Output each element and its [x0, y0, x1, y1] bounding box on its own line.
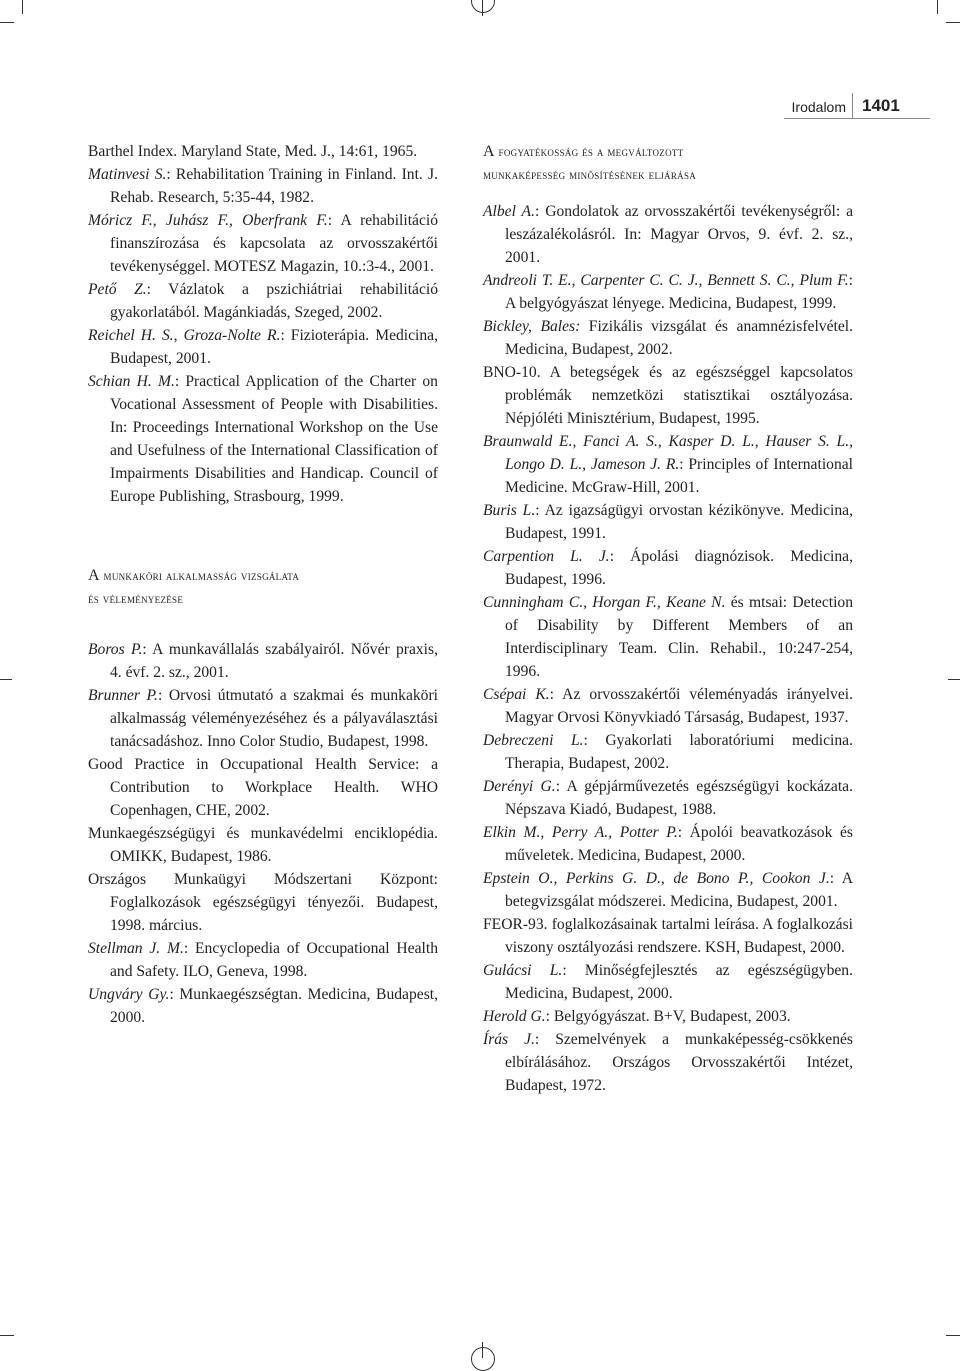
reference-entry: [483, 959, 853, 1005]
reference-entry: [483, 683, 853, 729]
reference-authors: Bickley, Bales:: [483, 318, 581, 335]
reference-text: : Gyakorlati laboratóriumi medicina. Therapia, Budapest, 2002.: [505, 732, 853, 772]
reference-text: : Fizioterápia. Medicina, Budapest, 2001.: [110, 327, 438, 367]
reference-text: : Munkaegészségtan. Medicina, Budapest, 2000.: [110, 986, 438, 1026]
reference-authors: Brunner P.: [88, 687, 158, 704]
reference-authors: Ungváry Gy.: [88, 986, 170, 1003]
reference-text: : Az igazságügyi orvostan kézikönyve. Medicina, Budapest, 1991.: [505, 502, 853, 542]
header-rule: [784, 118, 930, 119]
reference-entry: [483, 821, 853, 867]
reference-authors: Móricz F., Juhász F., Oberfrank F.: [88, 212, 328, 229]
reference-authors: Andreoli T. E., Carpenter C. C. J., Bennett S. C., Plum F.: [483, 272, 849, 289]
crop-mark-top-right-vertical: [937, 0, 938, 14]
reference-text: : Rehabilitation Training in Finland. Int. J. Rehab. Research, 5:35-44, 1982.: [110, 166, 438, 206]
reference-entry: [88, 140, 438, 163]
reference-entry: [483, 430, 853, 499]
reference-text: : Orvosi útmutató a szakmai és munkaköri alkalmasság véleményezéséhez és a pályaválasztási tanácsadáshoz. Inno Color Studio, Budapest, 1998.: [110, 687, 438, 750]
reference-text: : A belgyógyászat lényege. Medicina, Budapest, 1999.: [505, 272, 853, 312]
registration-mark-bottom: [471, 1347, 495, 1371]
left-column: [88, 140, 438, 1029]
reference-text: Fizikális vizsgálat és anamnézisfelvétel. Medicina, Budapest, 2002.: [505, 318, 853, 358]
section-label: Irodalom: [791, 99, 846, 115]
reference-entry: [483, 315, 853, 361]
crop-mark-bottom-left: [0, 1335, 14, 1336]
running-header: [784, 93, 930, 119]
reference-text: FEOR-93. foglalkozásainak tartalmi leírása. A foglalkozási viszony osztályozási rendszere. KSH, Budapest, 2000.: [483, 916, 853, 956]
reference-text: : Vázlatok a pszichiátriai rehabilitáció gyakorlatából. Magánkiadás, Szeged, 2002.: [110, 281, 438, 321]
reference-entry: [88, 638, 438, 684]
reference-text: BNO-10. A betegségek és az egészséggel kapcsolatos problémák nemzetközi statisztikai osztályozása. Népjóléti Minisztérium, Budapest, 1995.: [483, 364, 853, 427]
reference-authors: Csépai K.: [483, 686, 550, 703]
reference-entry: [483, 361, 853, 430]
reference-authors: Buris L.: [483, 502, 536, 519]
crop-mark-top-left: [0, 22, 14, 23]
reference-entry: [483, 499, 853, 545]
reference-text: : A munkavállalás szabályairól. Nővér praxis, 4. évf. 2. sz., 2001.: [110, 641, 438, 681]
reference-authors: Matinvesi S.: [88, 166, 167, 183]
crop-mark-bottom-right: [946, 1335, 960, 1336]
reference-list: [483, 200, 853, 1097]
reference-authors: Schian H. M.: [88, 373, 175, 390]
reference-entry: [88, 868, 438, 937]
reference-text: : Ápolói beavatkozások és műveletek. Medicina, Budapest, 2000.: [505, 824, 853, 864]
crop-mark-mid-right: [948, 679, 960, 680]
reference-text: : Gondolatok az orvosszakértői tevékenységről: a leszázalékolásról. In: Magyar Orvos, 9. évf. 2. sz., 2001.: [505, 203, 853, 266]
reference-entry: [88, 370, 438, 508]
reference-text: : Az orvosszakértői véleményadás irányelvei. Magyar Orvosi Könyvkiadó Társaság, Budapest, 1937.: [505, 686, 853, 726]
reference-text: : Ápolási diagnózisok. Medicina, Budapest, 1996.: [505, 548, 853, 588]
reference-authors: Írás J.: [483, 1031, 535, 1048]
reference-entry: [88, 278, 438, 324]
reference-entry: [483, 775, 853, 821]
reference-entry: [88, 684, 438, 753]
reference-authors: Gulácsi L.: [483, 962, 563, 979]
reference-text: : Practical Application of the Charter on Vocational Assessment of People with Disabilities. In: Proceedings International Workshop on the Use and Usefulness of the International Classification of Impairments Disabilities and Handicap. Council of Europe Publishing, Strasbourg, 1999.: [110, 373, 438, 505]
right-column: [483, 140, 853, 1097]
reference-authors: Herold G.: [483, 1008, 546, 1025]
reference-entry: [483, 200, 853, 269]
reference-text: Barthel Index. Maryland State, Med. J., 14:61, 1965.: [88, 143, 418, 160]
reference-authors: Pető Z.: [88, 281, 147, 298]
reference-authors: Boros P.: [88, 641, 143, 658]
reference-text: Munkaegészségügyi és munkavédelmi enciklopédia. OMIKK, Budapest, 1986.: [88, 825, 438, 865]
section-heading: A fogyatékosság és a megváltozott munkaképesség minősítésének eljárása: [483, 143, 697, 182]
reference-authors: Epstein O., Perkins G. D., de Bono P., Cookon J.: [483, 870, 830, 887]
reference-authors: Debreczeni L.: [483, 732, 584, 749]
reference-text: : A betegvizsgálat módszerei. Medicina, Budapest, 2001.: [505, 870, 853, 910]
reference-entry: [88, 163, 438, 209]
registration-mark-top: [471, 0, 495, 13]
reference-entry: [483, 729, 853, 775]
reference-entry: [483, 545, 853, 591]
reference-authors: Elkin M., Perry A., Potter P.: [483, 824, 678, 841]
reference-entry: [88, 209, 438, 278]
reference-authors: Derényi G.: [483, 778, 556, 795]
reference-text: : Encyclopedia of Occupational Health and Safety. ILO, Geneva, 1998.: [110, 940, 438, 980]
reference-authors: Cunningham C., Horgan F., Keane N.: [483, 594, 726, 611]
reference-entry: [483, 913, 853, 959]
reference-entry: [88, 324, 438, 370]
crop-mark-mid-left: [0, 679, 12, 680]
reference-entry: [88, 983, 438, 1029]
crop-mark-top-right: [946, 22, 960, 23]
reference-text: Országos Munkaügyi Módszertani Központ: Foglalkozások egészségügyi tényezői. Budapest, 1998. március.: [88, 871, 438, 934]
crop-mark-top-left-vertical: [22, 0, 23, 14]
header-divider: [852, 93, 853, 119]
reference-entry: [483, 1005, 853, 1028]
reference-text: : Minőségfejlesztés az egészségügyben. Medicina, Budapest, 2000.: [505, 962, 853, 1002]
reference-text: Good Practice in Occupational Health Service: a Contribution to Workplace Health. WHO Copenhagen, CHE, 2002.: [88, 756, 438, 819]
reference-entry: [88, 822, 438, 868]
reference-entry: [483, 269, 853, 315]
reference-text: : Principles of International Medicine. McGraw-Hill, 2001.: [505, 456, 853, 496]
reference-authors: Albel A.: [483, 203, 535, 220]
reference-entry: [88, 937, 438, 983]
reference-list: [88, 140, 438, 508]
reference-list: [88, 638, 438, 1029]
reference-text: : A gépjárművezetés egészségügyi kockázata. Népszava Kiadó, Budapest, 1988.: [505, 778, 853, 818]
reference-entry: [88, 753, 438, 822]
reference-text: : Szemelvények a munkaképesség-csökkenés elbírálásához. Országos Orvosszakértői Intézet, Budapest, 1972.: [505, 1031, 853, 1094]
reference-authors: Carpention L. J.: [483, 548, 610, 565]
page-number: 1401: [862, 96, 900, 115]
reference-authors: Reichel H. S., Groza-Nolte R.: [88, 327, 281, 344]
reference-authors: Stellman J. M.: [88, 940, 184, 957]
reference-text: : A rehabilitáció finanszírozása és kapcsolata az orvosszakértői tevékenységgel. MOTESZ Magazin, 10.:3-4., 2001.: [110, 212, 438, 275]
reference-text: és mtsai: Detection of Disability by Different Members of an Interdisciplinary Team. Clin. Rehabil., 10:247-254, 1996.: [505, 594, 853, 680]
reference-entry: [483, 1028, 853, 1097]
section-heading: A munkaköri alkalmasság vizsgálata és véleményezése: [88, 567, 300, 606]
reference-entry: [483, 591, 853, 683]
reference-text: : Belgyógyászat. B+V, Budapest, 2003.: [545, 1008, 791, 1025]
reference-authors: Braunwald E., Fanci A. S., Kasper D. L., Hauser S. L., Longo D. L., Jameson J. R.: [483, 433, 853, 473]
reference-entry: [483, 867, 853, 913]
